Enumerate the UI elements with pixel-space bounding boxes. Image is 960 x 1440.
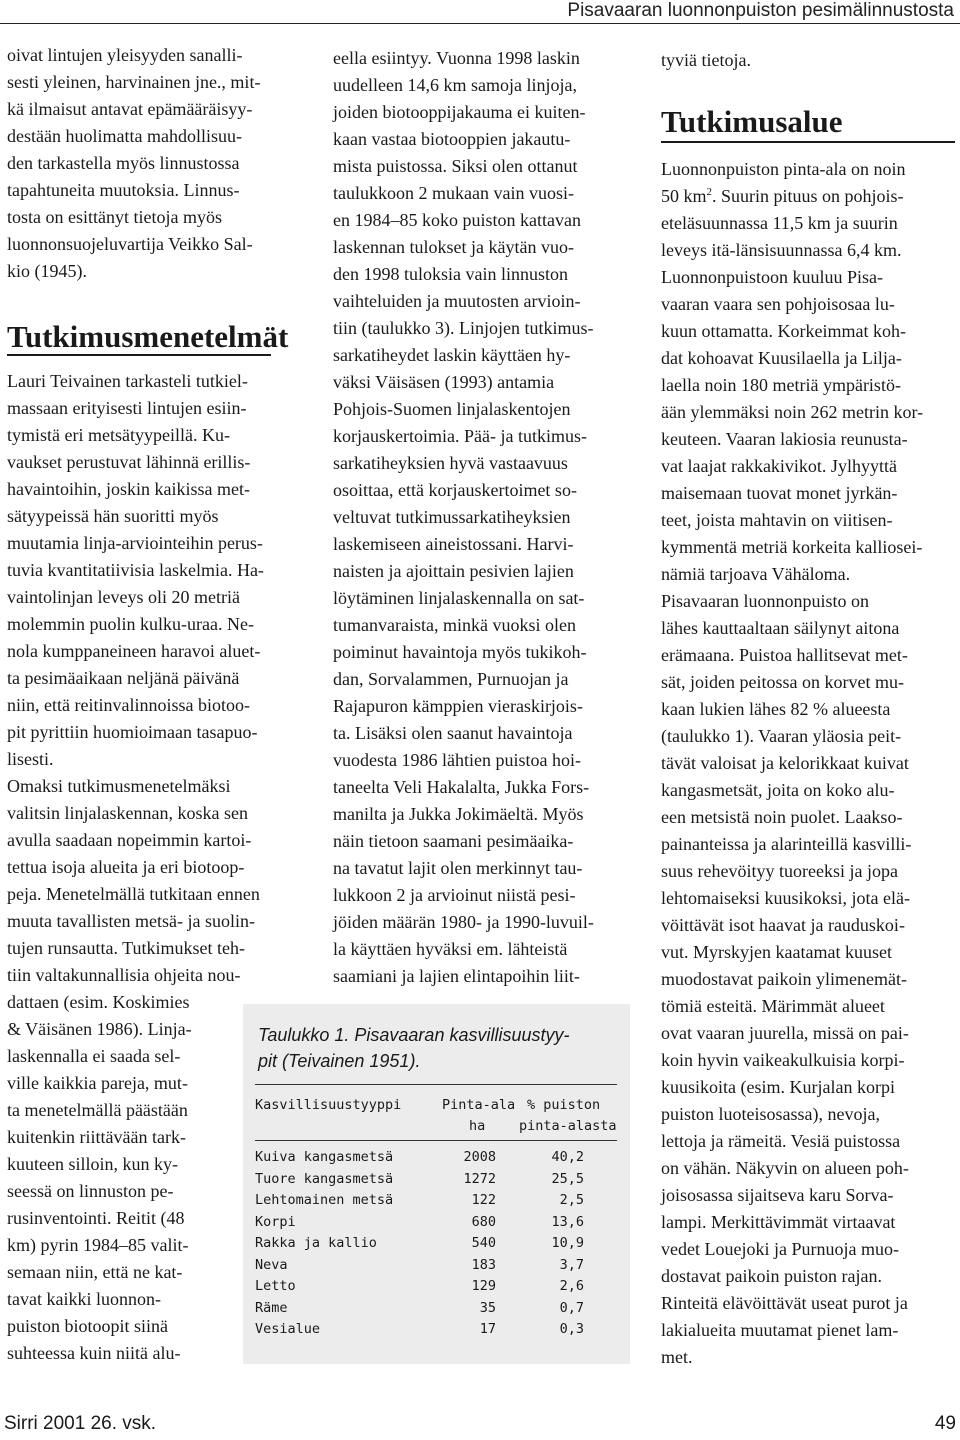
text-line: Rajapuron kämppien vieraskirjois-	[333, 696, 583, 716]
text-line: mista puistossa. Siksi olen ottanut	[333, 156, 578, 176]
text-line: kio (1945).	[7, 261, 87, 281]
text-line: molemmin puolin kulku-uraa. Ne-	[7, 614, 254, 634]
text-line: jöiden määrän 1980- ja 1990-luvuil-	[333, 912, 594, 932]
text-line: tuvia kvantitatiivisia laskelmia. Ha-	[7, 560, 264, 580]
text-line: tumanvaraista, minkä vuoksi olen	[333, 615, 576, 635]
text-line: väksi Väisäsen (1993) antamia	[333, 372, 555, 392]
text-line: den 1998 tuloksia vain linnuston	[333, 264, 568, 284]
text-line: tujen runsautta. Tutkimukset teh-	[7, 938, 245, 958]
text-line: vaaran vaara sen pohjoisosaa lu-	[661, 294, 895, 314]
table-caption-line-2: pit (Teivainen 1951).	[258, 1051, 421, 1071]
text-line: leveys itä-länsisuunnassa 6,4 km.	[661, 240, 902, 260]
text-line: (taulukko 1). Vaaran yläosia peit-	[661, 726, 902, 746]
text-line: poiminut havaintoja myös tukikoh-	[333, 642, 587, 662]
column-3-paragraphs	[661, 210, 923, 1371]
text-line: tiin (taulukko 3). Linjojen tutkimus-	[333, 318, 594, 338]
text-line: lisesti.	[7, 749, 54, 769]
table-row	[255, 1321, 617, 1343]
text-line: muuta tavallisten metsä- ja suolin-	[7, 911, 255, 931]
text-line: Lauri Teivainen tarkasteli tutkiel-	[7, 371, 248, 391]
area-value: 50 km	[661, 186, 707, 206]
table-cell-area: 2008	[463, 1149, 496, 1165]
table-cell-percent: 25,5	[551, 1170, 584, 1187]
text-line: sätyypeissä hän suoritti myös	[7, 506, 219, 526]
text-line: vaintolinjan leveys oli 20 metriä	[7, 587, 240, 607]
text-line: vat laajat rakkakivikot. Jylhyyttä	[661, 456, 897, 476]
table-cell-type: Lehtomainen metsä	[255, 1192, 394, 1208]
table-row	[255, 1214, 617, 1236]
text-line: uudelleen 14,6 km samoja linjoja,	[333, 75, 577, 95]
text-line: vaukset perustuvat lähinnä erillis-	[7, 452, 251, 472]
text-line: keuteen. Vaaran lakiosia reunusta-	[661, 429, 908, 449]
text-line: niin, että reitinvalinnoissa biotoo-	[7, 695, 250, 715]
text-line: kaan vastaa biotooppien jakautu-	[333, 129, 571, 149]
table-cell-area: 540	[471, 1235, 496, 1251]
text-line: ville kaikkia pareja, mut-	[7, 1073, 188, 1093]
heading-rule-methods	[7, 354, 271, 356]
text-line: eella esiintyy. Vuonna 1998 laskin	[333, 48, 580, 68]
table-cell-percent: 2,5	[559, 1192, 584, 1208]
table-row	[255, 1235, 617, 1257]
text-line: manilta ja Jukka Jokimäeltä. Myös	[333, 804, 584, 824]
text-line: suhteessa kuin niitä alu-	[7, 1343, 181, 1363]
table-header-percent: % puiston	[527, 1097, 601, 1113]
table-cell-percent: 10,9	[551, 1235, 584, 1251]
text-line: & Väisänen 1986). Linja-	[7, 1019, 192, 1039]
table-header-rule	[255, 1140, 617, 1141]
text-line: koin hyvin vaikeakulkuisia korpi-	[661, 1050, 905, 1070]
text-line: pit pyrittiin huomioimaan tasapuo-	[7, 722, 258, 742]
table-cell-percent: 3,7	[559, 1256, 584, 1273]
text-line: semaan niin, että ne kat-	[7, 1262, 183, 1282]
text-line: teet, joista mahtavin on viitisen-	[661, 510, 893, 530]
text-line: en 1984–85 koko puiston kattavan	[333, 210, 581, 230]
footer-page-number: 49	[934, 1413, 956, 1434]
text-line: joisosassa sijaitseva karu Sorva-	[661, 1185, 894, 1205]
table-row	[255, 1300, 617, 1322]
table-caption	[258, 1022, 569, 1074]
text-line: sarkatiheyksien hyvä vastaavuus	[333, 453, 568, 473]
text-line: laskennalla ei saada sel-	[7, 1046, 181, 1066]
text-line: lehtomaiseksi kuusikoksi, jota elä-	[661, 888, 910, 908]
text-line: taulukkoon 2 mukaan vain vuosi-	[333, 183, 574, 203]
table-row	[255, 1257, 617, 1279]
table-cell-percent: 2,6	[559, 1278, 584, 1294]
text-line: kuitenkin riittävään tark-	[7, 1127, 186, 1147]
text-line: suus rehevöityy tuoreeksi ja jopa	[661, 861, 898, 881]
text-line: maisemaan tuovat monet jyrkän-	[661, 483, 898, 503]
text-line: dat kohoavat Kuusilaella ja Lilja-	[661, 348, 902, 368]
table-row	[255, 1192, 617, 1214]
text-line: ovat vaaran juurella, missä on pai-	[661, 1023, 909, 1043]
table-row	[255, 1149, 617, 1171]
text-line: tettua isoja alueita ja eri biotoop-	[7, 857, 245, 877]
text-line: tapahtuneita muutoksia. Linnus-	[7, 180, 240, 200]
table-header-area-unit: ha	[469, 1118, 486, 1134]
table-cell-area: 35	[479, 1299, 496, 1316]
heading-rule-study-area	[661, 141, 955, 143]
text-line: tymistä eri metsätyypeillä. Ku-	[7, 425, 230, 445]
table-caption-line-1: Taulukko 1. Pisavaaran kasvillisuustyy-	[258, 1025, 570, 1045]
section-heading-study-area: Tutkimusalue	[661, 104, 843, 139]
text-line: löytäminen linjalaskennalla on sat-	[333, 588, 585, 608]
text-line: vöittävät isot haavat ja rauduskoi-	[661, 915, 905, 935]
text-line: dan, Sorvalammen, Purnuojan ja	[333, 669, 569, 689]
text-line: nämiä tarjoava Vähäloma.	[661, 564, 851, 584]
text-line: vaihteluiden ja muutosten arvioin-	[333, 291, 581, 311]
table-cell-percent: 13,6	[551, 1213, 584, 1230]
text-line: Pohjois-Suomen linjalaskentojen	[333, 399, 571, 419]
table-row	[255, 1171, 617, 1193]
text-line: ta pesimäaikaan neljänä päivänä	[7, 668, 240, 688]
text-line: muodostavat paikoin ylimenemät-	[661, 969, 907, 989]
text-line: laskennan tulokset ja käytän vuo-	[333, 237, 574, 257]
text-line: tyviä tietoja.	[661, 50, 751, 70]
text-line: oivat lintujen yleisyyden sanalli-	[7, 45, 243, 65]
table-cell-type: Korpi	[255, 1213, 296, 1230]
text-line: laella noin 180 metriä ympäristö-	[661, 375, 901, 395]
text-line: osoittaa, että korjauskertoimet so-	[333, 480, 577, 500]
text-line: kä ilmaisut antavat epämääräisyy-	[7, 99, 253, 119]
text-line: valitsin linjalaskennan, koska sen	[7, 803, 248, 823]
table-cell-area: 17	[479, 1321, 496, 1337]
text-line: vut. Myrskyjen kaatamat kuuset	[661, 942, 892, 962]
text-line: sarkatiheydet laskin käyttäen hy-	[333, 345, 571, 365]
area-unit-superscript: 2	[706, 186, 713, 198]
table-cell-area: 129	[471, 1278, 496, 1294]
table-header-area: Pinta-ala	[442, 1097, 516, 1113]
text-line: ta. Lisäksi olen saanut havaintoja	[333, 723, 573, 743]
text-line: destään huolimatta mahdollisuu-	[7, 126, 242, 146]
table-cell-area: 680	[471, 1213, 496, 1230]
table-header-percent-unit: pinta-alasta	[519, 1118, 617, 1134]
text-line: naisten ja ajoittain pesivien lajien	[333, 561, 574, 581]
text-line: erämaana. Puistoa hallitsevat met-	[661, 645, 908, 665]
text-line: lähes kauttaaltaan säilynyt aitona	[661, 618, 900, 638]
text-line: ta menetelmällä päästään	[7, 1100, 188, 1120]
text-line: ään ylemmäksi noin 262 metrin kor-	[661, 402, 924, 422]
table-cell-type: Tuore kangasmetsä	[255, 1170, 394, 1187]
text-line: nola kumppaneineen haravoi aluet-	[7, 641, 261, 661]
text-line: laskemiseen aineistossani. Harvi-	[333, 534, 574, 554]
table-cell-area: 1272	[463, 1170, 496, 1187]
running-head-rule	[0, 23, 960, 24]
text-line: kangasmetsät, joita on koko alu-	[661, 780, 895, 800]
text-line: kymmentä metriä korkeita kalliosei-	[661, 537, 923, 557]
text-line: Pisavaaran luonnonpuisto on	[661, 591, 869, 611]
table-cell-percent: 40,2	[551, 1149, 584, 1165]
column-2-body	[333, 45, 594, 990]
text-line: Luonnonpuistoon kuuluu Pisa-	[661, 267, 884, 287]
text-line: lakialueita muutamat pienet lam-	[661, 1320, 899, 1340]
table-body	[255, 1149, 617, 1343]
table-cell-percent: 0,7	[559, 1299, 584, 1316]
text-line: muutamia linja-arviointeihin perus-	[7, 533, 263, 553]
text-line: eteläsuunnassa 11,5 km ja suurin	[661, 213, 898, 233]
text-line: Rinteitä elävöittävät useat purot ja	[661, 1293, 908, 1313]
text-line: een metsistä noin puolet. Laakso-	[661, 807, 903, 827]
table-cell-type: Rakka ja kallio	[255, 1235, 377, 1251]
table-cell-type: Letto	[255, 1278, 296, 1294]
text-line: tiin valtakunnallisia ohjeita nou-	[7, 965, 241, 985]
text-line: korjauskertoimia. Pää- ja tutkimus-	[333, 426, 587, 446]
text-line: näin tietoon saamani pesimäaika-	[333, 831, 574, 851]
text-line: lettoja ja rämeitä. Vesiä puistossa	[661, 1131, 901, 1151]
text-line: havaintoihin, joskin kaikissa met-	[7, 479, 250, 499]
text-line: kuusikoita (esim. Kurjalan korpi	[661, 1077, 895, 1097]
table-cell-type: Neva	[255, 1256, 288, 1273]
text-line: vedet Louejoki ja Purnuoja muo-	[661, 1239, 899, 1259]
text-line: avulla saadaan nopeimmin kartoi-	[7, 830, 252, 850]
area-line-rest: . Suurin pituus on pohjois-	[712, 186, 904, 206]
text-line: tävät valoisat ja kelorikkaat kuivat	[661, 753, 909, 773]
text-line: peja. Menetelmällä tutkitaan ennen	[7, 884, 260, 904]
table-cell-percent: 0,3	[559, 1321, 584, 1337]
text-line: tömiä esteitä. Märimmät alueet	[661, 996, 885, 1016]
table-row	[255, 1278, 617, 1300]
text-line: Luonnonpuiston pinta-ala on noin	[661, 159, 906, 179]
text-line: rusinventointi. Reitit (48	[7, 1208, 185, 1228]
text-line: kuun ottamatta. Korkeimmat koh-	[661, 321, 906, 341]
column-3-body	[661, 156, 923, 1371]
text-line: km) pyrin 1984–85 valit-	[7, 1235, 189, 1255]
table-cell-area: 122	[471, 1192, 496, 1208]
text-line: massaan erityisesti lintujen esiin-	[7, 398, 247, 418]
text-line: veltuvat tutkimussarkatiheyksien	[333, 507, 571, 527]
table-cell-type: Kuiva kangasmetsä	[255, 1149, 394, 1165]
text-line: joiden biotooppijakauma ei kuiten-	[333, 102, 586, 122]
running-head: Pisavaaran luonnonpuiston pesimälinnustosta	[567, 0, 954, 21]
table-cell-type: Räme	[255, 1299, 288, 1316]
text-line: seessä on linnuston pe-	[7, 1181, 174, 1201]
text-line: lampi. Merkittävimmät virtaavat	[661, 1212, 896, 1232]
text-line: puiston biotoopit siinä	[7, 1316, 169, 1336]
footer-journal: Sirri 2001 26. vsk.	[4, 1413, 157, 1434]
column-3-intro	[661, 47, 751, 74]
column-1-intro	[7, 42, 260, 285]
text-line: kaan lukien lähes 82 % alueesta	[661, 699, 891, 719]
table-cell-type: Vesialue	[255, 1321, 321, 1337]
text-line: met.	[661, 1347, 693, 1367]
text-line: Omaksi tutkimusmenetelmäksi	[7, 776, 231, 796]
text-line: tosta on esittänyt tietoja myös	[7, 207, 222, 227]
column-1-body	[7, 368, 264, 1367]
text-line: lukkoon 2 ja arvioinut niistä pesi-	[333, 885, 576, 905]
text-line: luonnonsuojeluvartija Veikko Sal-	[7, 234, 253, 254]
table-header-type: Kasvillisuustyyppi	[255, 1097, 402, 1113]
text-line: dostavat paikoin puiston rajan.	[661, 1266, 882, 1286]
text-line: kuuteen silloin, kun ky-	[7, 1154, 178, 1174]
text-line: painanteissa ja alarinteillä kasvilli-	[661, 834, 912, 854]
text-line: saamiani ja lajien elintapoihin liit-	[333, 966, 580, 986]
text-line: vuodesta 1986 lähtien puistoa hoi-	[333, 750, 581, 770]
section-heading-methods: Tutkimusmenetelmät	[7, 319, 289, 354]
text-line: la käyttäen hyväksi em. lähteistä	[333, 939, 568, 959]
table-cell-area: 183	[471, 1256, 496, 1273]
text-line: on vähän. Näkyvin on alueen poh-	[661, 1158, 909, 1178]
text-line: dattaen (esim. Koskimies	[7, 992, 190, 1012]
text-line: puiston luoteisosassa), nevoja,	[661, 1104, 880, 1124]
text-line: den tarkastella myös linnustossa	[7, 153, 240, 173]
table-top-rule	[255, 1084, 617, 1085]
text-line: tavat kaikki luonnon-	[7, 1289, 161, 1309]
text-line: taneelta Veli Hakalalta, Jukka Fors-	[333, 777, 590, 797]
text-line: sesti yleinen, harvinainen jne., mit-	[7, 72, 261, 92]
text-line	[661, 183, 923, 210]
text-line: sät, joiden peitossa on korvet mu-	[661, 672, 904, 692]
text-line: na tavatut lajit olen merkinnyt tau-	[333, 858, 583, 878]
